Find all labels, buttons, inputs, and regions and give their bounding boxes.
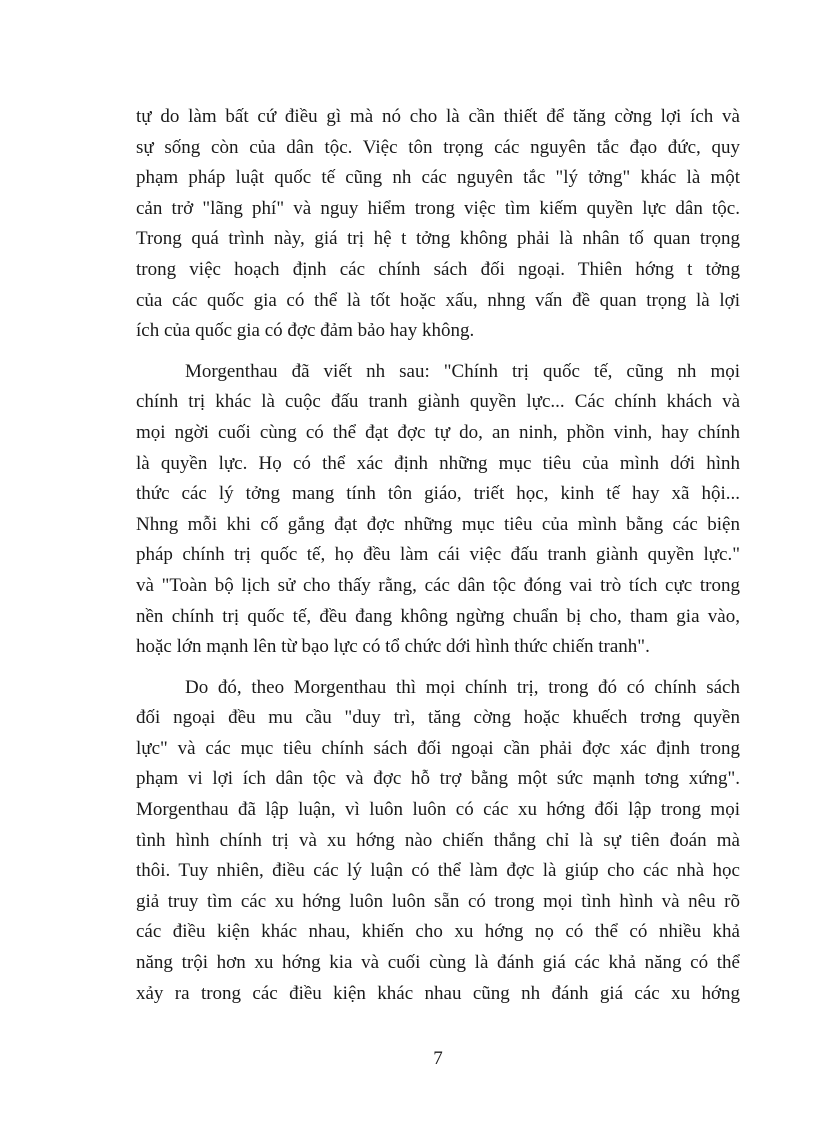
text-line: pháp chính trị quốc tế, họ đều làm cái việc đấu tranh giành quyền lực.": [136, 544, 740, 566]
text-line: và "Toàn bộ lịch sử cho thấy rằng, các dân tộc đóng vai trò tích cực trong: [136, 574, 740, 596]
text-line: của các quốc gia có thể là tốt hoặc xấu, nhng vấn đề quan trọng là lợi: [136, 289, 740, 311]
text-line: là quyền lực. Họ có thể xác định những mục tiêu của mình dới hình: [136, 452, 740, 474]
text-line: xảy ra trong các điều kiện khác nhau cũng nh đánh giá các xu hớng: [136, 982, 740, 1004]
text-line: Morgenthau đã lập luận, vì luôn luôn có các xu hớng đối lập trong mọi: [136, 799, 740, 821]
paragraph-gap: [136, 663, 740, 673]
text-line: lực" và các mục tiêu chính sách đối ngoại cần phải đợc xác định trong: [136, 737, 740, 759]
text-line: giả truy tìm các xu hớng luôn luôn sẵn có trong mọi tình hình và nêu rõ: [136, 890, 740, 912]
text-line: tự do làm bất cứ điều gì mà nó cho là cần thiết để tăng cờng lợi ích và: [136, 106, 740, 127]
paragraph-gap: [136, 347, 740, 357]
text-line: hoặc lớn mạnh lên từ bạo lực có tổ chức dới hình thức chiến tranh".: [136, 636, 650, 658]
text-line: Do đó, theo Morgenthau thì mọi chính trị, trong đó có chính sách: [185, 676, 740, 698]
text-line: nền chính trị quốc tế, đều đang không ngừng chuẩn bị cho, tham gia vào,: [136, 605, 740, 627]
body-text: [136, 102, 740, 1009]
text-line: trong việc hoạch định các chính sách đối ngoại. Thiên hớng t tởng: [136, 258, 740, 280]
text-line: tình hình chính trị và xu hớng nào chiến thắng chỉ là sự tiên đoán mà: [136, 829, 740, 851]
text-line: năng trội hơn xu hớng kia và cuối cùng là đánh giá các khả năng có thể: [136, 952, 740, 974]
text-line: Trong quá trình này, giá trị hệ t tởng không phải là nhân tố quan trọng: [136, 228, 740, 250]
text-line: thôi. Tuy nhiên, điều các lý luận có thể làm đợc là giúp cho các nhà học: [136, 860, 740, 882]
paragraph-2: [136, 357, 740, 663]
page-number: 7: [433, 1048, 443, 1069]
text-line: đối ngoại đều mu cầu "duy trì, tăng cờng hoặc khuếch trơng quyền: [136, 707, 740, 729]
text-line: chính trị khác là cuộc đấu tranh giành quyền lực... Các chính khách và: [136, 391, 740, 413]
text-line: ích của quốc gia có đợc đảm bảo hay không.: [136, 320, 475, 342]
text-line: Nhng mỗi khi cố gắng đạt đợc những mục tiêu của mình bằng các biện: [136, 513, 740, 535]
text-line: sự sống còn của dân tộc. Việc tôn trọng các nguyên tắc đạo đức, quy: [136, 136, 740, 158]
text-line: Morgenthau đã viết nh sau: "Chính trị quốc tế, cũng nh mọi: [185, 360, 740, 382]
paragraph-3: [136, 673, 740, 1010]
paragraph-1: [136, 102, 740, 347]
text-line: cản trở "lãng phí" và nguy hiểm trong việc tìm kiếm quyền lực dân tộc.: [136, 197, 740, 219]
text-line: phạm vi lợi ích dân tộc và đợc hỗ trợ bằng một sức mạnh tơng xứng".: [136, 768, 740, 790]
text-line: mọi ngời cuối cùng có thể đạt đợc tự do, an ninh, phồn vinh, hay chính: [136, 421, 740, 443]
text-line: phạm pháp luật quốc tế cũng nh các nguyên tắc "lý tởng" khác là một: [136, 167, 740, 189]
text-line: các điều kiện khác nhau, khiến cho xu hớng nọ có thể có nhiều khả: [136, 921, 740, 943]
text-line: thức các lý tởng mang tính tôn giáo, triết học, kinh tế hay xã hội...: [136, 483, 740, 505]
